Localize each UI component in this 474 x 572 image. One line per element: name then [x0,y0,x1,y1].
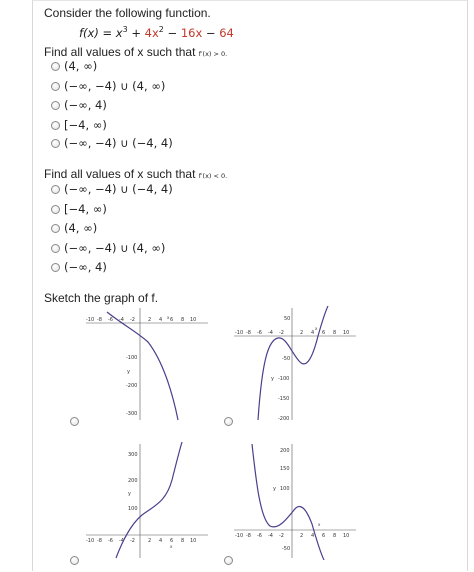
radio-button[interactable] [51,139,60,148]
y-tick-label: -200 [278,416,290,422]
part1-condition: f′(x) > 0. [198,50,228,58]
graph-option-1 [82,302,212,422]
x-tick-label: 8 [181,538,185,544]
x-tick-label: -8 [97,538,102,544]
x-tick-label: 2 [148,538,152,544]
function-definition [79,25,234,40]
graph-1-radio[interactable] [70,417,79,426]
y-axis-label: y [128,491,131,497]
y-tick-label: 100 [280,486,290,492]
x-tick-label: -6 [257,533,262,539]
term-4x: 4x [144,25,159,40]
x-tick-label: -2 [130,538,135,544]
x-tick-label: -6 [108,538,113,544]
graph-4-radio[interactable] [224,556,233,565]
x-tick-label: -10 [86,538,95,544]
exponent-3: 3 [122,25,128,34]
radio-button[interactable] [51,121,60,130]
x-tick-label: 10 [343,533,350,539]
y-tick-label: -100 [126,355,138,361]
radio-button[interactable] [51,101,60,110]
y-tick-label: -300 [126,411,138,417]
x-tick-label: -4 [119,317,124,323]
x-axis-label: x [170,544,173,549]
x-tick-label: -4 [268,330,273,336]
y-axis-label: y [273,486,276,492]
x-tick-label: -2 [279,533,284,539]
x-tick-label: 8 [333,533,337,539]
y-axis-label: y [271,376,274,382]
x-tick-label: -8 [246,533,251,539]
x-tick-label: 8 [333,330,337,336]
graph-option-4 [230,440,360,560]
y-tick-label: 200 [128,478,138,484]
y-tick-label: -50 [282,356,291,362]
x-tick-label: 4 [311,330,315,336]
radio-button[interactable] [51,244,60,253]
option-label: [−4, ∞) [64,202,107,216]
option-label: (−∞, −4) ∪ (−4, 4) [64,136,173,150]
x-tick-label: -2 [130,317,135,323]
part3-prompt: Sketch the graph of f. [44,291,159,305]
radio-button[interactable] [51,224,60,233]
y-tick-label: 50 [284,316,291,322]
part2-prompt [44,167,227,181]
x-tick-label: -8 [97,317,102,323]
x-tick-label: -8 [246,330,251,336]
x-tick-labels [86,317,196,323]
y-tick-label: -100 [278,376,290,382]
y-tick-labels [126,355,137,417]
curve [258,306,328,420]
x-tick-label: -4 [119,538,124,544]
y-tick-label: 150 [280,466,290,472]
option-label: (4, ∞) [64,221,98,235]
part1-prompt-text: Find all values of x such that [44,45,196,59]
x-tick-label: 10 [343,330,350,336]
constant-term: 64 [219,25,234,40]
minus-sign-2: − [202,25,220,40]
radio-button[interactable] [51,62,60,71]
y-tick-label: 200 [280,448,290,454]
y-tick-label: 100 [128,506,138,512]
function-lhs: f(x) = x [79,25,123,40]
term-16x: 16x [180,25,203,40]
question-intro: Consider the following function. [44,6,211,20]
part1-prompt [44,45,227,59]
part2-prompt-text: Find all values of x such that [44,167,196,181]
plus-sign: + [127,25,145,40]
option-label: [−4, ∞) [64,118,107,132]
graph-option-2 [230,302,360,422]
x-tick-label: -10 [86,317,95,323]
x-axis-label: x [318,522,321,527]
x-tick-labels [86,538,196,544]
y-tick-labels [128,452,138,512]
exponent-2: 2 [158,25,164,34]
option-label: (−∞, −4) ∪ (4, ∞) [64,241,166,255]
graph-3-radio[interactable] [70,556,79,565]
minus-sign-1: − [163,25,181,40]
option-label: (−∞, −4) ∪ (4, ∞) [64,79,166,93]
x-tick-label: 2 [300,533,304,539]
x-tick-label: 2 [148,317,152,323]
part2-condition: f′(x) < 0. [198,172,228,180]
x-tick-label: 6 [322,330,326,336]
y-tick-label: -200 [126,383,138,389]
x-tick-label: -4 [268,533,273,539]
graph-option-3 [82,440,212,560]
x-tick-label: 6 [322,533,326,539]
option-label: (4, ∞) [64,59,98,73]
x-tick-label: 10 [190,317,197,323]
option-label: (−∞, −4) ∪ (−4, 4) [64,182,173,196]
x-tick-label: -10 [235,330,244,336]
x-axis-label: x [167,315,170,320]
y-axis-label: y [127,369,130,375]
x-tick-label: -2 [279,330,284,336]
curve [107,312,178,420]
x-tick-label: -10 [235,533,244,539]
radio-button[interactable] [51,82,60,91]
x-tick-label: 4 [159,538,163,544]
x-tick-label: 8 [181,317,185,323]
option-label: (−∞, 4) [64,98,107,112]
x-tick-label: 6 [170,538,174,544]
x-axis-label: x [315,326,318,331]
graph-2-radio[interactable] [224,417,233,426]
curve [252,444,324,560]
y-tick-label: -50 [282,546,291,552]
option-label: (−∞, 4) [64,260,107,274]
x-tick-label: -6 [108,317,113,323]
y-tick-label: -150 [278,396,290,402]
radio-button[interactable] [51,263,60,272]
radio-button[interactable] [51,185,60,194]
x-tick-label: 4 [159,317,163,323]
y-tick-label: 300 [128,452,138,458]
x-tick-label: 4 [311,533,315,539]
x-tick-label: 10 [190,538,197,544]
radio-button[interactable] [51,205,60,214]
x-tick-label: 6 [170,317,174,323]
x-tick-label: 2 [300,330,304,336]
x-tick-label: -6 [257,330,262,336]
